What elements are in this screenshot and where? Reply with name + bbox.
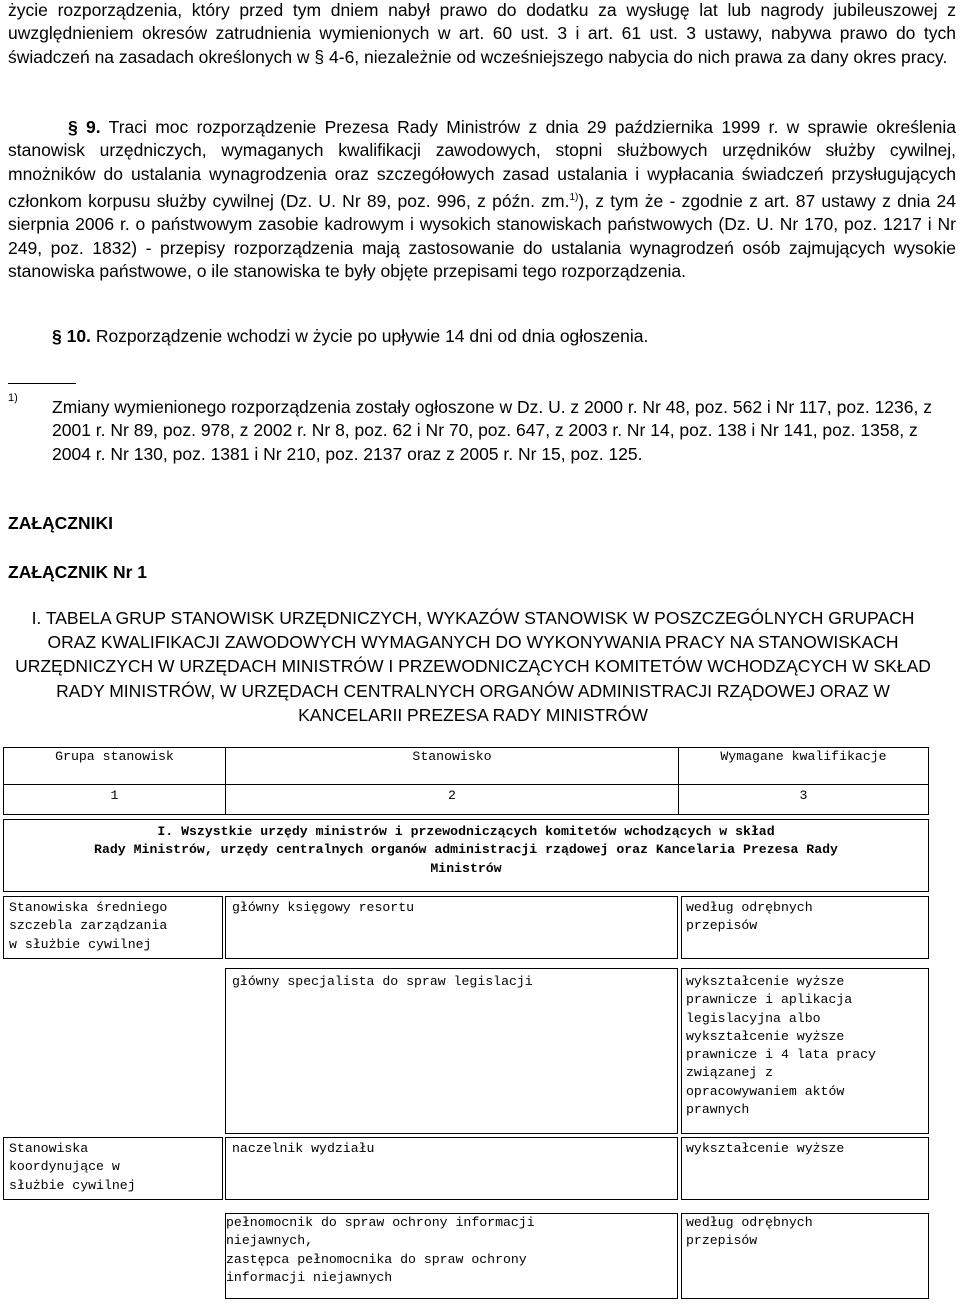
annex-1-heading: ZAŁĄCZNIK Nr 1 [8,562,148,582]
column-number-1: 1 [110,788,119,803]
section-9-number: § 9. [68,117,101,137]
table-row-qualification: wykształcenie wyższe prawnicze i aplikacja legislacyjna albo wykształcenie wyższe prawnicze i 4 lata pracy związanej z opracowywaniem aktów prawnych [686,974,876,1118]
table-section-row: I. Wszystkie urzędy ministrów i przewodniczących komitetów wchodzących w skład Rady Ministrów, urzędy centralnych organów administracji rządowej oraz Kancelaria Prezesa Rady Ministrów [94,824,838,876]
header-qualifications: Wymagane kwalifikacje [720,749,887,764]
table-row-qualification: wykształcenie wyższe [686,1141,845,1156]
table-row-position: główny księgowy resortu [232,900,415,915]
section-9 [8,116,956,284]
header-group: Grupa stanowisk [55,749,174,764]
header-position: Stanowisko [412,749,492,764]
footnote-text: Zmiany wymienionego rozporządzenia zostały ogłoszone w Dz. U. z 2000 r. Nr 48, poz. 562 i Nr 117, poz. 1236, z 2001 r. Nr 89, poz. 978, z 2002 r. Nr 8, poz. 62 i Nr 70, poz. 647, z 2003 r. Nr 14, poz. 138 i Nr 141, poz. 1358, z 2004 r. Nr 130, poz. 1381 i Nr 210, poz. 2137 oraz z 2005 r. Nr 15, poz. 125. [52,397,932,464]
table-row-qualification: według odrębnych przepisów [686,900,813,934]
paragraph-continuation: życie rozporządzenia, który przed tym dniem nabył prawo do dodatku za wysługę lat lub nagrody jubileuszowej z uwzględnieniem okresów zatrudnienia wymienionych w art. 60 ust. 3 i art. 61 ust. 3 ustawy, nabywa prawo do tych świadczeń na zasadach określonych w § 4-6, niezależnie od wcześniejszego nabycia do nich prawa za dany okres pracy. [8,0,956,67]
annex-title: I. TABELA GRUP STANOWISK URZĘDNICZYCH, WYKAZÓW STANOWISK W POSZCZEGÓLNYCH GRUPACH ORAZ KWALIFIKACJI ZAWODOWYCH WYMAGANYCH DO WYKONYWANIA PRACY NA STANOWISKACH URZĘDNICZYCH W URZĘDACH MINISTRÓW I PRZEWODNICZĄCYCH KOMITETÓW WCHODZĄCYCH W SKŁAD RADY MINISTRÓW, W URZĘDACH CENTRALNYCH ORGANÓW ADMINISTRACJI RZĄDOWEJ ORAZ W KANCELARII PREZESA RADY MINISTRÓW [15,608,931,725]
footnote-mark: 1) [8,392,18,404]
table-row-position: główny specjalista do spraw legislacji [232,974,533,989]
group-coordinating: Stanowiska koordynujące w służbie cywilnej [9,1141,136,1193]
section-9-text-b: ), z tym że - zgodnie z art. 87 ustawy z dnia 24 sierpnia 2006 r. o państwowym zasobie kadrowym i wysokich stanowiskach państwowych (Dz. U. Nr 170, poz. 1217 i Nr 249, poz. 1832) - przepisy rozporządzenia mają zastosowanie do ustalania wynagrodzeń osób zajmujących wysokie stanowiska państwowe, o ile stanowiska te były objęte przepisami tego rozporządzenia. [8,191,956,282]
section-10 [52,326,648,347]
footnote-rule [8,383,76,384]
section-10-text: Rozporządzenie wchodzi w życie po upływie 14 dni od dnia ogłoszenia. [95,326,649,346]
table-row-qualification: według odrębnych przepisów [686,1215,813,1249]
group-middle-management: Stanowiska średniego szczebla zarządzania w służbie cywilnej [9,900,168,952]
annexes-heading: ZAŁĄCZNIKI [8,513,113,533]
section-10-number: § 10. [52,326,91,346]
column-number-2: 2 [448,788,456,803]
column-number-3: 3 [799,788,808,803]
table-row-position: pełnomocnik do spraw ochrony informacji niejawnych, zastępca pełnomocnika do spraw ochrony informacji niejawnych [226,1215,535,1285]
section-9-text-a: Traci moc rozporządzenie Prezesa Rady Ministrów z dnia 29 października 1999 r. w sprawie określenia stanowisk urzędniczych, wymaganych kwalifikacji zawodowych, stopni służbowych urzędników służby cywilnej, mnożników do ustalania wynagrodzenia oraz szczegółowych zasad ustalania i wypłacania świadczeń przysługujących członkom korpusu służby cywilnej (Dz. U. Nr 89, poz. 996, z późn. zm. [8,117,956,212]
footnote-ref: 1) [569,192,579,204]
table-row-position: naczelnik wydziału [232,1141,375,1156]
